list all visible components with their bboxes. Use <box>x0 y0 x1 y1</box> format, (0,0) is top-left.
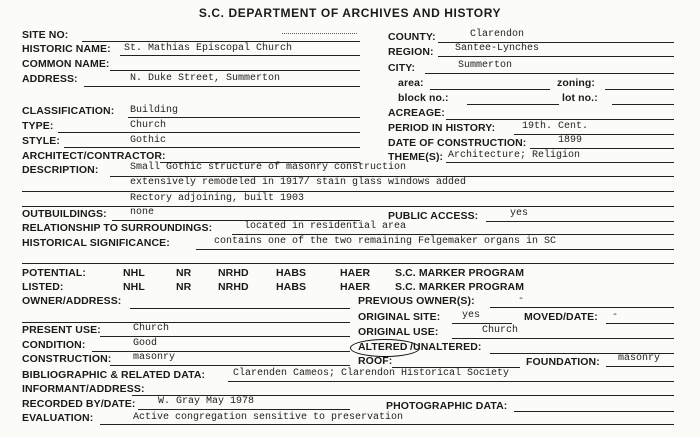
present-use-label: PRESENT USE: <box>22 324 101 336</box>
bibliography-label: BIBLIOGRAPHIC & RELATED DATA: <box>22 369 206 381</box>
address-value: N. Duke Street, Summerton <box>130 73 281 84</box>
original-use-line <box>452 338 674 339</box>
construction-value: masonry <box>133 352 176 363</box>
owner-label: OWNER/ADDRESS: <box>22 295 122 307</box>
lot-no-line <box>612 104 674 105</box>
period-label: PERIOD IN HISTORY: <box>388 122 496 134</box>
condition-value: Good <box>133 338 158 349</box>
previous-owners-label: PREVIOUS OWNER(S): <box>358 295 475 307</box>
original-site-line <box>452 323 512 324</box>
public-access-line <box>486 221 674 222</box>
style-value: Gothic <box>130 135 167 146</box>
description-label: DESCRIPTION: <box>22 164 99 176</box>
card-title: S.C. DEPARTMENT OF ARCHIVES AND HISTORY <box>198 6 502 20</box>
period-line <box>514 134 674 135</box>
classification-label: CLASSIFICATION: <box>22 105 115 117</box>
outbuildings-value: none <box>130 207 155 218</box>
type-line <box>58 132 360 133</box>
previous-owners-line <box>490 307 674 308</box>
common-name-label: COMMON NAME: <box>22 58 110 70</box>
significance-value: contains one of the two remaining Felgemaker organs in SC <box>214 236 557 247</box>
listed-nr: NR <box>176 281 192 293</box>
listed-habs: HABS <box>276 281 307 293</box>
moved-date-label: MOVED/DATE: <box>524 311 598 323</box>
original-use-value: Church <box>482 325 519 336</box>
potential-nr: NR <box>176 267 192 279</box>
site-no-line <box>82 41 360 42</box>
roof-label: ROOF: <box>358 355 393 367</box>
potential-haer: HAER <box>340 267 371 279</box>
period-value: 19th. Cent. <box>522 121 589 132</box>
listed-label: LISTED: <box>22 281 64 293</box>
bibliography-line <box>228 381 674 382</box>
owner-line <box>130 308 350 309</box>
condition-line <box>92 351 350 352</box>
block-no-line <box>467 104 559 105</box>
description-line-1: Small Gothic structure of masonry construction <box>130 162 407 173</box>
present-use-value: Church <box>133 323 170 334</box>
type-label: TYPE: <box>22 120 54 132</box>
description-rule-3 <box>22 206 674 207</box>
evaluation-label: EVALUATION: <box>22 412 94 424</box>
style-line <box>64 147 360 148</box>
style-label: STYLE: <box>22 135 60 147</box>
altered-label: ALTERED <box>358 341 408 353</box>
original-site-value: yes <box>462 310 481 321</box>
construction-line <box>110 365 350 366</box>
region-line <box>438 56 674 57</box>
outbuildings-label: OUTBUILDINGS: <box>22 208 107 220</box>
potential-nhl: NHL <box>123 267 145 279</box>
city-label: CITY: <box>388 62 416 74</box>
zoning-label: zoning: <box>557 77 596 89</box>
photographic-line <box>514 411 674 412</box>
significance-label: HISTORICAL SIGNIFICANCE: <box>22 237 170 249</box>
photographic-label: PHOTOGRAPHIC DATA: <box>386 400 508 412</box>
site-no-dotted <box>282 33 357 34</box>
acreage-label: ACREAGE: <box>388 107 445 119</box>
original-site-label: ORIGINAL SITE: <box>358 311 441 323</box>
potential-label: POTENTIAL: <box>22 267 86 279</box>
county-label: COUNTY: <box>388 31 436 43</box>
historic-name-value: St. Mathias Episcopal Church <box>124 43 293 54</box>
relationship-label: RELATIONSHIP TO SURROUNDINGS: <box>22 222 213 234</box>
listed-haer: HAER <box>340 281 371 293</box>
previous-owners-value: - <box>518 294 525 305</box>
listed-sc-marker: S.C. MARKER PROGRAM <box>395 281 525 293</box>
date-construction-line <box>530 148 674 149</box>
themes-value: Architecture; Religion <box>448 150 581 161</box>
county-value: Clarendon <box>470 29 525 40</box>
lot-no-label: lot no.: <box>562 92 598 104</box>
relationship-value: located in residential area <box>244 221 407 232</box>
construction-label: CONSTRUCTION: <box>22 353 112 365</box>
bibliography-value: Clarenden Cameos; Clarendon Historical Society <box>233 368 510 379</box>
recorded-by-value: W. Gray May 1978 <box>158 396 255 407</box>
foundation-value: masonry <box>618 353 661 364</box>
original-use-label: ORIGINAL USE: <box>358 326 439 338</box>
listed-nhl: NHL <box>123 281 145 293</box>
potential-nrhd: NRHD <box>218 267 249 279</box>
significance-rule-2 <box>22 263 674 264</box>
site-no-label: SITE NO: <box>22 29 69 41</box>
city-line <box>425 73 674 74</box>
architect-label: ARCHITECT/CONTRACTOR: <box>22 150 166 162</box>
description-line-3: Rectory adjoining, built 1903 <box>130 193 305 204</box>
evaluation-line <box>100 424 674 425</box>
zoning-line <box>605 89 674 90</box>
region-value: Santee-Lynches <box>455 43 540 54</box>
city-value: Summerton <box>458 60 513 71</box>
themes-label: THEME(S): <box>388 151 444 163</box>
significance-line <box>196 249 674 250</box>
acreage-line <box>446 119 674 120</box>
moved-date-value: - <box>612 310 619 321</box>
informant-label: INFORMANT/ADDRESS: <box>22 383 145 395</box>
classification-line <box>128 117 360 118</box>
owner-rule-2 <box>22 322 350 323</box>
potential-sc-marker: S.C. MARKER PROGRAM <box>395 267 525 279</box>
area-label: area: <box>398 77 424 89</box>
unaltered-label: /UNALTERED: <box>410 341 482 353</box>
block-no-label: block no.: <box>398 92 449 104</box>
area-line <box>430 89 550 90</box>
public-access-value: yes <box>510 208 529 219</box>
address-label: ADDRESS: <box>22 73 78 85</box>
classification-value: Building <box>130 105 179 116</box>
present-use-line <box>100 336 350 337</box>
region-label: REGION: <box>388 46 434 58</box>
listed-nrhd: NRHD <box>218 281 249 293</box>
evaluation-value: Active congregation sensitive to preservation <box>133 412 404 423</box>
potential-habs: HABS <box>276 267 307 279</box>
common-name-line <box>110 70 360 71</box>
themes-line <box>446 162 674 163</box>
relationship-line <box>232 234 674 235</box>
date-construction-label: DATE OF CONSTRUCTION: <box>388 137 527 149</box>
historic-name-label: HISTORIC NAME: <box>22 43 111 55</box>
moved-date-line <box>606 323 674 324</box>
recorded-by-line <box>138 409 350 410</box>
historic-name-line <box>120 55 360 56</box>
foundation-label: FOUNDATION: <box>526 356 600 368</box>
foundation-line <box>606 366 674 367</box>
type-value: Church <box>130 120 167 131</box>
description-line-2: extensively remodeled in 1917/ stain glass windows added <box>130 177 467 188</box>
recorded-by-label: RECORDED BY/DATE: <box>22 398 136 410</box>
public-access-label: PUBLIC ACCESS: <box>388 210 479 222</box>
address-line <box>84 86 360 87</box>
condition-label: CONDITION: <box>22 339 86 351</box>
date-construction-value: 1899 <box>558 135 583 146</box>
description-rule-2 <box>22 191 674 192</box>
